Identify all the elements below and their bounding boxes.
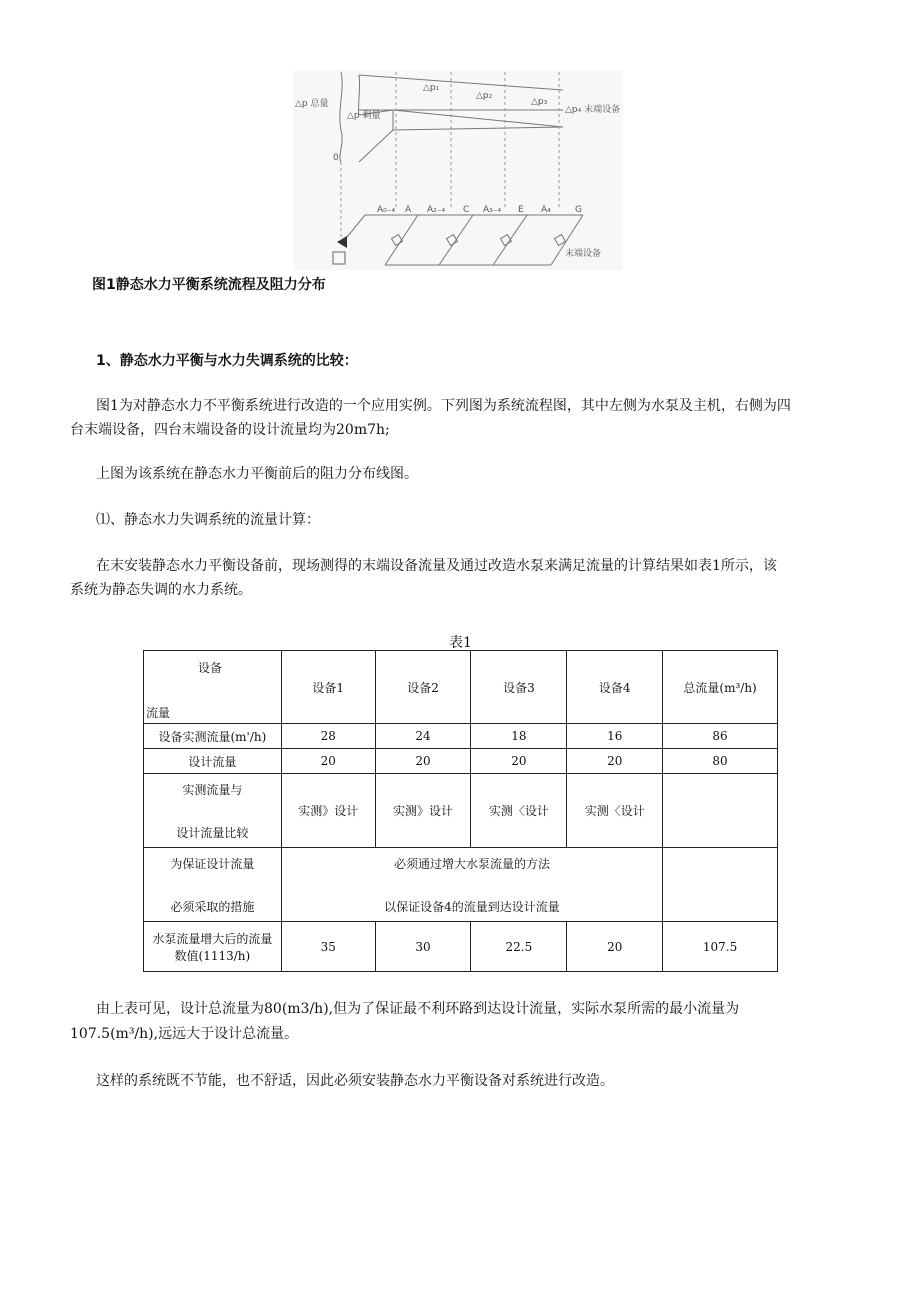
paragraph-4-line-2: 系统为静态失调的水力系统。 (70, 582, 252, 598)
label-zero: 0 (333, 153, 339, 163)
table-row (144, 922, 778, 972)
label-total-dp: △p 总量 (295, 99, 329, 109)
table-cell (663, 848, 778, 922)
table-cell: 80 (663, 749, 778, 774)
row-label-line: 设计流量比较 (176, 825, 249, 840)
paragraph-6: 这样的系统既不节能，也不舒适，因此必须安装静态水力平衡设备对系统进行改造。 (96, 1073, 614, 1089)
table-cell: 35 (281, 922, 375, 972)
table-cell: 20 (281, 749, 375, 774)
header-cell: 设备2 (375, 651, 471, 724)
label-end-dp: △p₄ 末端设备 (565, 105, 621, 115)
table-cell (663, 774, 778, 848)
paragraph-1-line-1: 图1为对静态水力不平衡系统进行改造的一个应用实例。下列图为系统流程图，其中左侧为水泵及主机，右侧为四 (96, 398, 791, 414)
row-label: 设备实测流量(m'/h) (144, 724, 282, 749)
table-cell: 22.5 (471, 922, 567, 972)
header-cell: 总流量(m³/h) (663, 651, 778, 724)
table-cell: 18 (471, 724, 567, 749)
node-label: E (518, 205, 524, 215)
row-label (144, 774, 282, 848)
label-dp3: △p₃ (531, 97, 548, 107)
label-dp1: △p₁ (423, 83, 440, 93)
row-label: 设计流量 (144, 749, 282, 774)
figure-1 (293, 70, 623, 270)
table-cell: 实测》设计 (375, 774, 471, 848)
node-label: A₀₋₄ (377, 205, 396, 215)
table-header-row (144, 651, 778, 724)
paragraph-3: ⑴、静态水力失调系统的流量计算： (96, 512, 320, 528)
measure-cell (281, 848, 662, 922)
table-cell: 24 (375, 724, 471, 749)
table-caption: 表1 (449, 635, 472, 651)
table-row (144, 724, 778, 749)
table-row (144, 774, 778, 848)
header-cell: 设备1 (281, 651, 375, 724)
table-row (144, 749, 778, 774)
table-cell: 20 (375, 749, 471, 774)
row-label (144, 848, 282, 922)
measure-line: 以保证设备4的流量到达设计流量 (384, 899, 560, 914)
row-label-line: 为保证设计流量 (170, 856, 255, 871)
table-cell: 实测〈设计 (471, 774, 567, 848)
node-label: C (463, 205, 470, 215)
node-label: A₄ (541, 205, 551, 215)
flow-table (143, 650, 778, 972)
label-end-device: 末端设备 (565, 249, 602, 259)
label-surplus-dp: △p 剩量 (347, 111, 381, 121)
row-label-line: 实测流量与 (182, 782, 243, 797)
table-cell: 86 (663, 724, 778, 749)
table-row (144, 848, 778, 922)
row-label-line: 水泵流量增大后的流量 (152, 931, 273, 946)
paragraph-1-line-2: 台末端设备，四台末端设备的设计流量均为20m7h; (70, 422, 390, 438)
paragraph-5-line-1: 由上表可见，设计总流量为80(m3/h),但为了保证最不利环路到达设计流量，实际水泵所需的最小流量为 (96, 1001, 740, 1017)
table-cell: 16 (567, 724, 663, 749)
paragraph-5-line-2: 107.5(m³/h),远远大于设计总流量。 (70, 1026, 299, 1042)
resistance-distribution-diagram (293, 70, 623, 270)
header-corner-cell (144, 651, 282, 724)
table-cell: 实测》设计 (281, 774, 375, 848)
table-cell: 20 (471, 749, 567, 774)
paragraph-4-line-1: 在末安装静态水力平衡设备前，现场测得的末端设备流量及通过改造水泵来满足流量的计算结果如表1所示，该 (96, 558, 777, 574)
table-cell: 28 (281, 724, 375, 749)
section-heading: 1、静态水力平衡与水力失调系统的比较： (96, 353, 358, 369)
header-cell: 设备3 (471, 651, 567, 724)
table-cell: 实测〈设计 (567, 774, 663, 848)
table-cell: 20 (567, 749, 663, 774)
header-cell: 设备4 (567, 651, 663, 724)
table-cell: 107.5 (663, 922, 778, 972)
node-label: A (405, 205, 412, 215)
node-label: G (575, 205, 582, 215)
corner-device-label: 设备 (198, 661, 223, 675)
node-label: A₂₋₄ (427, 205, 446, 215)
row-label-line: 必须采取的措施 (170, 899, 255, 914)
label-dp2: △p₂ (476, 91, 493, 101)
row-label (144, 922, 282, 972)
measure-line: 必须通过增大水泵流量的方法 (393, 856, 550, 871)
figure-caption: 图1静态水力平衡系统流程及阻力分布 (92, 277, 326, 293)
table-cell: 30 (375, 922, 471, 972)
node-label: A₃₋₄ (483, 205, 502, 215)
paragraph-2: 上图为该系统在静态水力平衡前后的阻力分布线图。 (96, 466, 418, 482)
row-label-line: 数值(1113/h) (174, 948, 251, 963)
corner-flow-label: 流量 (146, 706, 171, 720)
table-cell: 20 (567, 922, 663, 972)
